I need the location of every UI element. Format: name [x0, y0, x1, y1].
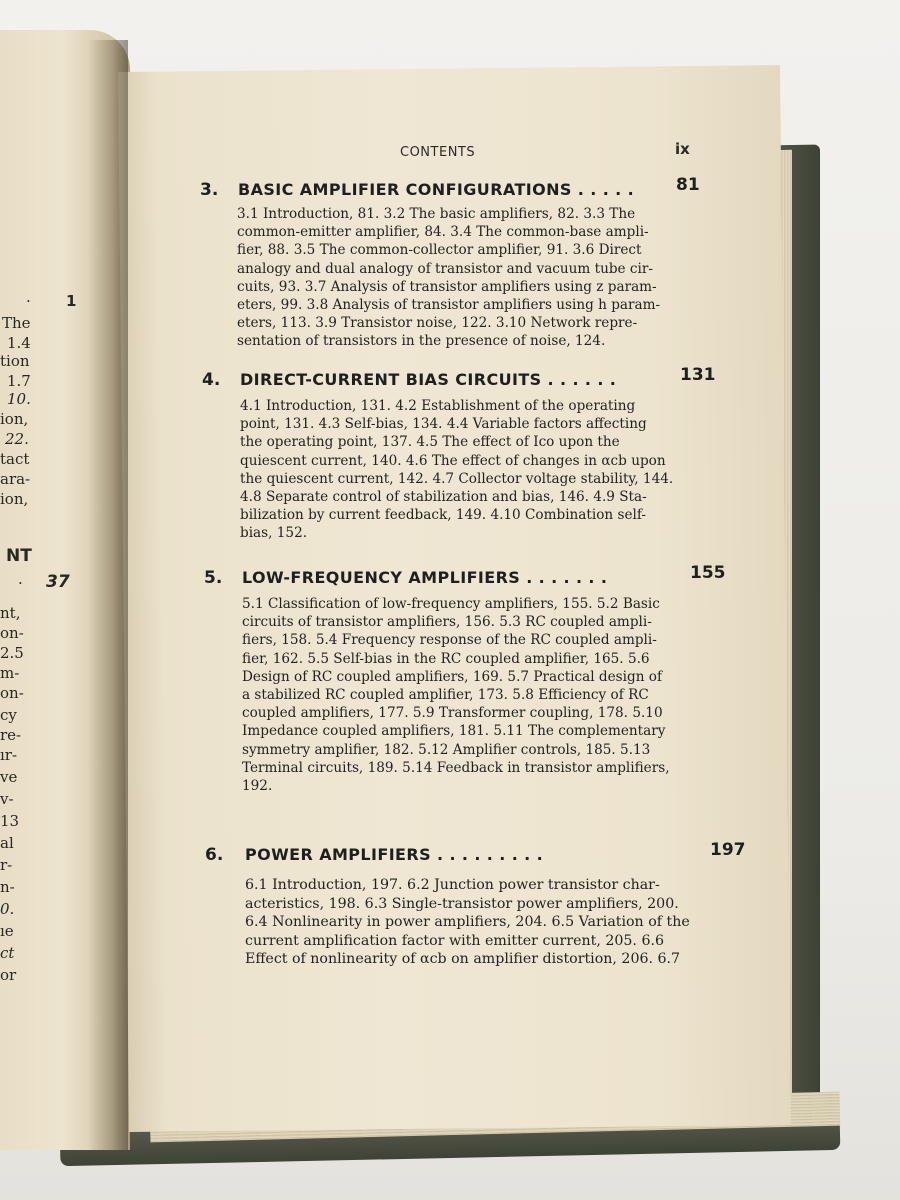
chapter-title: BASIC AMPLIFIER CONFIGURATIONS . . . . .: [238, 180, 635, 199]
section-line: Impedance coupled amplifiers, 181. 5.11 The complementary: [242, 723, 666, 740]
section-line: 4.8 Separate control of stabilization and bias, 146. 4.9 Sta-: [240, 489, 647, 506]
left-text-fragment: nt,: [0, 604, 21, 622]
section-line: 192.: [242, 778, 273, 795]
chapter-sections: [242, 595, 670, 795]
left-text-fragment: ıe: [0, 922, 14, 940]
section-line: coupled amplifiers, 177. 5.9 Transformer coupling, 178. 5.10: [242, 705, 663, 722]
section-line: cuits, 93. 3.7 Analysis of transistor amplifiers using z param-: [237, 278, 657, 295]
left-text-fragment: 22.: [5, 430, 29, 448]
left-text-fragment: on-: [0, 684, 24, 702]
chapter-number: 5.: [204, 568, 223, 588]
chapter-number: 4.: [202, 370, 221, 390]
left-text-fragment: .: [26, 288, 31, 306]
left-text-fragment: 2.5: [0, 644, 24, 662]
chapter-page: 131: [680, 365, 716, 385]
left-text-fragment: tact: [0, 450, 30, 468]
section-line: eters, 113. 3.9 Transistor noise, 122. 3.10 Network repre-: [237, 315, 638, 332]
left-text-fragment: 1.7: [7, 372, 31, 390]
left-text-fragment: al: [0, 834, 14, 852]
section-line: bias, 152.: [240, 525, 308, 542]
section-line: a stabilized RC coupled amplifier, 173. 5.8 Efficiency of RC: [242, 687, 649, 704]
left-text-fragment: m-: [0, 664, 20, 682]
section-line: the operating point, 137. 4.5 The effect of Ico upon the: [240, 434, 620, 451]
chapter-sections: [240, 397, 673, 543]
section-line: Terminal circuits, 189. 5.14 Feedback in transistor amplifiers,: [242, 759, 670, 776]
left-text-fragment: 0.: [0, 900, 15, 918]
section-line: 6.4 Nonlinearity in power amplifiers, 204. 6.5 Variation of the: [245, 914, 690, 930]
section-line: fier, 162. 5.5 Self-bias in the RC coupled amplifier, 165. 5.6: [242, 650, 650, 667]
left-text-fragment: 1: [66, 292, 77, 310]
section-line: eters, 99. 3.8 Analysis of transistor amplifiers using h param-: [237, 297, 661, 314]
section-line: fiers, 158. 5.4 Frequency response of the RC coupled ampli-: [242, 632, 657, 649]
section-line: 5.1 Classification of low-frequency amplifiers, 155. 5.2 Basic: [242, 596, 660, 612]
section-line: bilization by current feedback, 149. 4.10 Combination self-: [240, 507, 646, 524]
chapter-title: LOW-FREQUENCY AMPLIFIERS . . . . . . .: [242, 568, 608, 587]
left-text-fragment: v-: [0, 790, 14, 808]
chapter-title: POWER AMPLIFIERS . . . . . . . . .: [245, 845, 544, 864]
left-text-fragment: n-: [0, 878, 15, 896]
running-head: CONTENTS: [400, 145, 476, 160]
section-line: 6.1 Introduction, 197. 6.2 Junction power transistor char-: [245, 877, 660, 893]
section-line: 3.1 Introduction, 81. 3.2 The basic amplifiers, 82. 3.3 The: [237, 206, 636, 222]
left-text-fragment: r-: [0, 856, 13, 874]
left-text-fragment: 37: [46, 572, 70, 592]
left-text-fragment: NT: [6, 546, 32, 566]
left-text-fragment: or: [0, 966, 17, 984]
section-line: point, 131. 4.3 Self-bias, 134. 4.4 Variable factors affecting: [240, 416, 647, 433]
chapter-sections: [237, 205, 660, 351]
section-line: circuits of transistor amplifiers, 156. 5.3 RC coupled ampli-: [242, 614, 652, 631]
section-line: analogy and dual analogy of transistor and vacuum tube cir-: [237, 260, 653, 277]
left-text-fragment: on-: [0, 624, 24, 642]
left-text-fragment: ct: [0, 944, 15, 962]
section-line: 4.1 Introduction, 131. 4.2 Establishment of the operating: [240, 398, 636, 414]
section-line: quiescent current, 140. 4.6 The effect of changes in αcb upon: [240, 452, 666, 469]
left-text-fragment: re-: [0, 726, 22, 744]
chapter-sections: [245, 876, 690, 969]
chapter-number: 3.: [200, 180, 219, 200]
left-text-fragment: 13: [0, 812, 20, 830]
chapter-number: 6.: [205, 845, 224, 865]
section-line: acteristics, 198. 6.3 Single-transistor power amplifiers, 200.: [245, 895, 679, 912]
left-text-fragment: 1.4: [7, 334, 31, 352]
section-line: Effect of nonlinearity of αcb on amplifier distortion, 206. 6.7: [245, 951, 681, 967]
chapter-page: 197: [710, 840, 746, 860]
left-text-fragment: ır-: [0, 746, 18, 764]
section-line: Design of RC coupled amplifiers, 169. 5.7 Practical design of: [242, 668, 662, 685]
left-text-fragment: ion,: [0, 410, 29, 428]
left-text-fragment: cy: [0, 706, 17, 724]
left-text-fragment: ara-: [0, 470, 31, 488]
section-line: the quiescent current, 142. 4.7 Collector voltage stability, 144.: [240, 470, 674, 487]
page-number: ix: [675, 140, 690, 158]
left-text-fragment: .: [18, 570, 23, 588]
chapter-title: DIRECT-CURRENT BIAS CIRCUITS . . . . . .: [240, 370, 617, 389]
section-line: sentation of transistors in the presence of noise, 124.: [237, 333, 606, 350]
left-text-fragment: 10.: [7, 390, 31, 408]
left-text-fragment: ve: [0, 768, 18, 786]
left-text-fragment: The: [2, 314, 31, 332]
chapter-page: 81: [676, 175, 700, 195]
section-line: symmetry amplifier, 182. 5.12 Amplifier controls, 185. 5.13: [242, 741, 651, 758]
section-line: common-emitter amplifier, 84. 3.4 The common-base ampli-: [237, 224, 649, 241]
left-text-fragment: tion: [0, 352, 30, 370]
left-text-fragment: ion,: [0, 490, 29, 508]
section-line: current amplification factor with emitter current, 205. 6.6: [245, 932, 665, 949]
chapter-page: 155: [690, 563, 726, 583]
section-line: fier, 88. 3.5 The common-collector amplifier, 91. 3.6 Direct: [237, 242, 642, 259]
